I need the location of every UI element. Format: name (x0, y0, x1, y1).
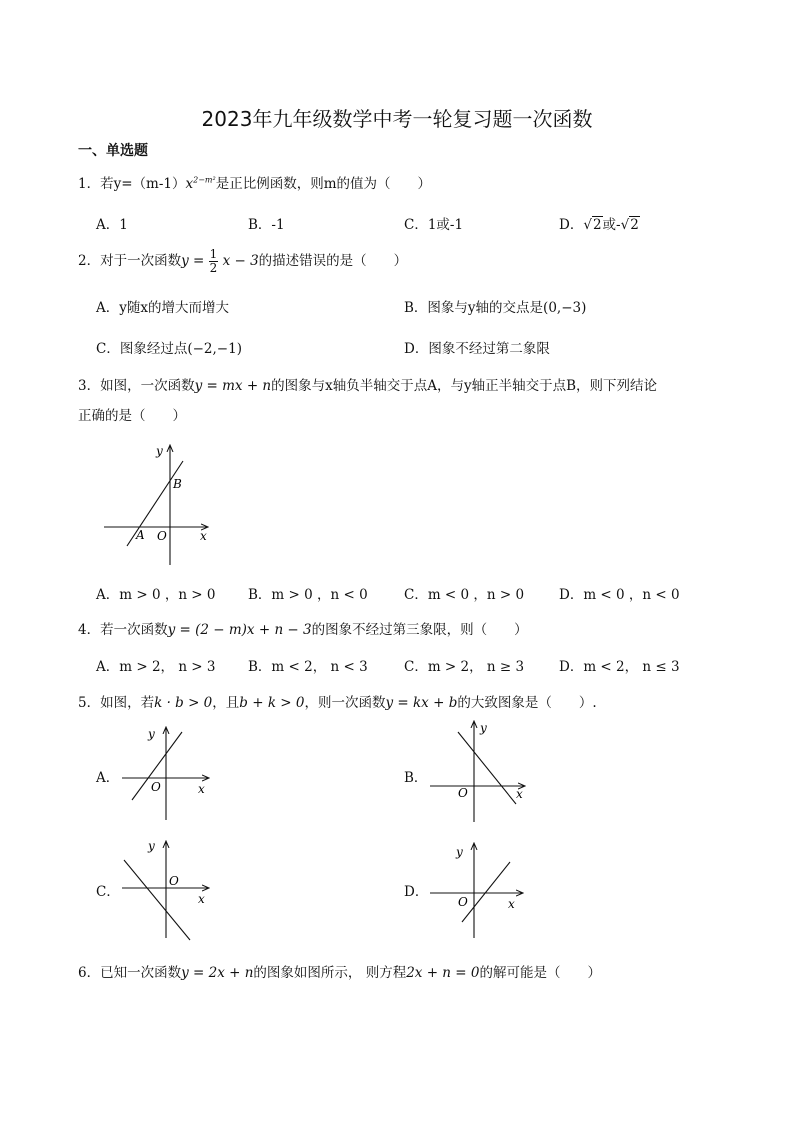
q4-equation: y = (2 − m)x + n − 3 (167, 622, 312, 638)
q4-suffix: 的图象不经过第三象限，则（ ） (311, 622, 528, 638)
q3-prefix: 3．如图，一次函数 (78, 378, 195, 394)
q5a-label-y: y (148, 727, 155, 741)
q5-graph-a[interactable] (118, 722, 214, 822)
q4-option-a[interactable]: A．m > 2， n > 3 (96, 659, 216, 675)
q3-graph (100, 440, 212, 570)
page-title: 2023年九年级数学中考一轮复习题一次函数 (201, 107, 593, 131)
q1-suffix: 是正比例函数，则m的值为（ ） (215, 176, 432, 192)
q2-option-b[interactable]: B．图象与y轴的交点是(0,−3) (404, 300, 587, 316)
q2-eq-right: x − 3 (222, 253, 259, 269)
q1-option-a[interactable]: A．1 (96, 217, 128, 233)
q1-d-root2: 2 (630, 217, 639, 233)
question-6-stem (78, 961, 601, 981)
q1-prefix: 1．若y=（m-1） (78, 176, 186, 192)
q5-p2: ，且 (212, 695, 240, 711)
q5-p3: ，则一次函数 (304, 695, 386, 711)
q5-p4: 的大致图象是（ ）. (457, 695, 597, 711)
q6-equation: y = 2x + n (181, 965, 254, 981)
q5-condition-1: k · b > 0 (154, 695, 213, 711)
q5-p1: 5．如图，若 (78, 695, 155, 711)
q5-option-c[interactable]: C． (96, 884, 120, 900)
q5d-label-o: O (458, 895, 468, 909)
q3-option-c[interactable]: C．m < 0 ，n > 0 (404, 587, 525, 603)
q5d-label-x: x (508, 897, 515, 911)
q3-label-y: y (156, 444, 163, 458)
q6-prefix: 6．已知一次函数 (78, 965, 182, 981)
q5-graph-c[interactable] (118, 838, 214, 942)
q3-suffix: 的图象与x轴负半轴交于点A，与y轴正半轴交于点B，则下列结论 (271, 378, 658, 394)
q4-prefix: 4．若一次函数 (78, 622, 168, 638)
q5-condition-2: b + k > 0 (239, 695, 305, 711)
q2-prefix: 2．对于一次函数 (78, 253, 182, 269)
q1-option-d[interactable]: D．√2或-√2 (559, 217, 639, 233)
question-3-stem-line1 (78, 374, 657, 394)
q5a-label-x: x (198, 782, 205, 796)
q5-graph-d[interactable] (428, 840, 528, 940)
q3-label-b: B (173, 477, 182, 491)
q4-option-b[interactable]: B．m < 2， n < 3 (248, 659, 368, 675)
q5a-label-o: O (151, 780, 161, 794)
q1-d-prefix: D． (559, 217, 584, 233)
q2-option-a[interactable]: A．y随x的增大而增大 (96, 300, 229, 316)
q1-option-c[interactable]: C．1或-1 (404, 217, 464, 233)
q5-option-d[interactable]: D． (404, 884, 429, 900)
q3-label-o: O (157, 529, 167, 543)
q5-option-b[interactable]: B． (404, 770, 428, 786)
q5d-label-y: y (456, 845, 463, 859)
q2-eq-left: y = (181, 253, 205, 269)
q4-option-d[interactable]: D．m < 2， n ≤ 3 (559, 659, 680, 675)
q5c-label-x: x (198, 892, 205, 906)
q1-d-mid: 或- (602, 217, 621, 233)
q2-fraction (209, 248, 219, 275)
q1-exponent: 2−m² (193, 175, 216, 185)
q5d-function-line (462, 862, 510, 922)
q5b-label-x: x (516, 787, 523, 801)
q4-option-c[interactable]: C．m > 2， n ≥ 3 (404, 659, 525, 675)
q5-option-a[interactable]: A． (96, 770, 120, 786)
q5b-label-o: O (458, 786, 468, 800)
q5-equation: y = kx + b (385, 695, 458, 711)
q2-frac-den: 2 (209, 261, 218, 275)
q2-option-d[interactable]: D．图象不经过第二象限 (404, 341, 550, 357)
question-3-stem-line2: 正确的是（ ） (78, 408, 186, 424)
q1-base: x (185, 176, 194, 192)
q3-option-a[interactable]: A．m > 0 ，n > 0 (96, 587, 216, 603)
q3-equation: y = mx + n (194, 378, 272, 394)
q1-d-root1: 2 (592, 217, 602, 233)
q6-mid: 的图象如图所示， 则方程 (253, 965, 407, 981)
q2-option-c[interactable]: C．图象经过点(−2,−1) (96, 341, 242, 357)
question-1-stem (78, 172, 431, 192)
q5-graph-b[interactable] (428, 718, 528, 824)
q5c-label-y: y (148, 839, 155, 853)
q3-option-b[interactable]: B．m > 0 ，n < 0 (248, 587, 368, 603)
q6-equation-2: 2x + n = 0 (406, 965, 480, 981)
section-heading: 一、单选题 (78, 143, 148, 159)
q2-frac-num: 1 (209, 247, 218, 261)
q3-option-d[interactable]: D．m < 0 ，n < 0 (559, 587, 680, 603)
question-4-stem (78, 618, 528, 638)
q5c-function-line (124, 860, 190, 940)
q3-label-a: A (136, 528, 145, 542)
question-2-stem (78, 248, 407, 275)
q3-label-x: x (200, 529, 207, 543)
question-5-stem (78, 691, 597, 711)
q5b-label-y: y (480, 721, 487, 735)
q5c-label-o: O (169, 874, 179, 888)
q2-suffix: 的描述错误的是（ ） (258, 253, 408, 269)
q6-suffix: 的解可能是（ ） (479, 965, 601, 981)
q1-option-b[interactable]: B．-1 (248, 217, 285, 233)
